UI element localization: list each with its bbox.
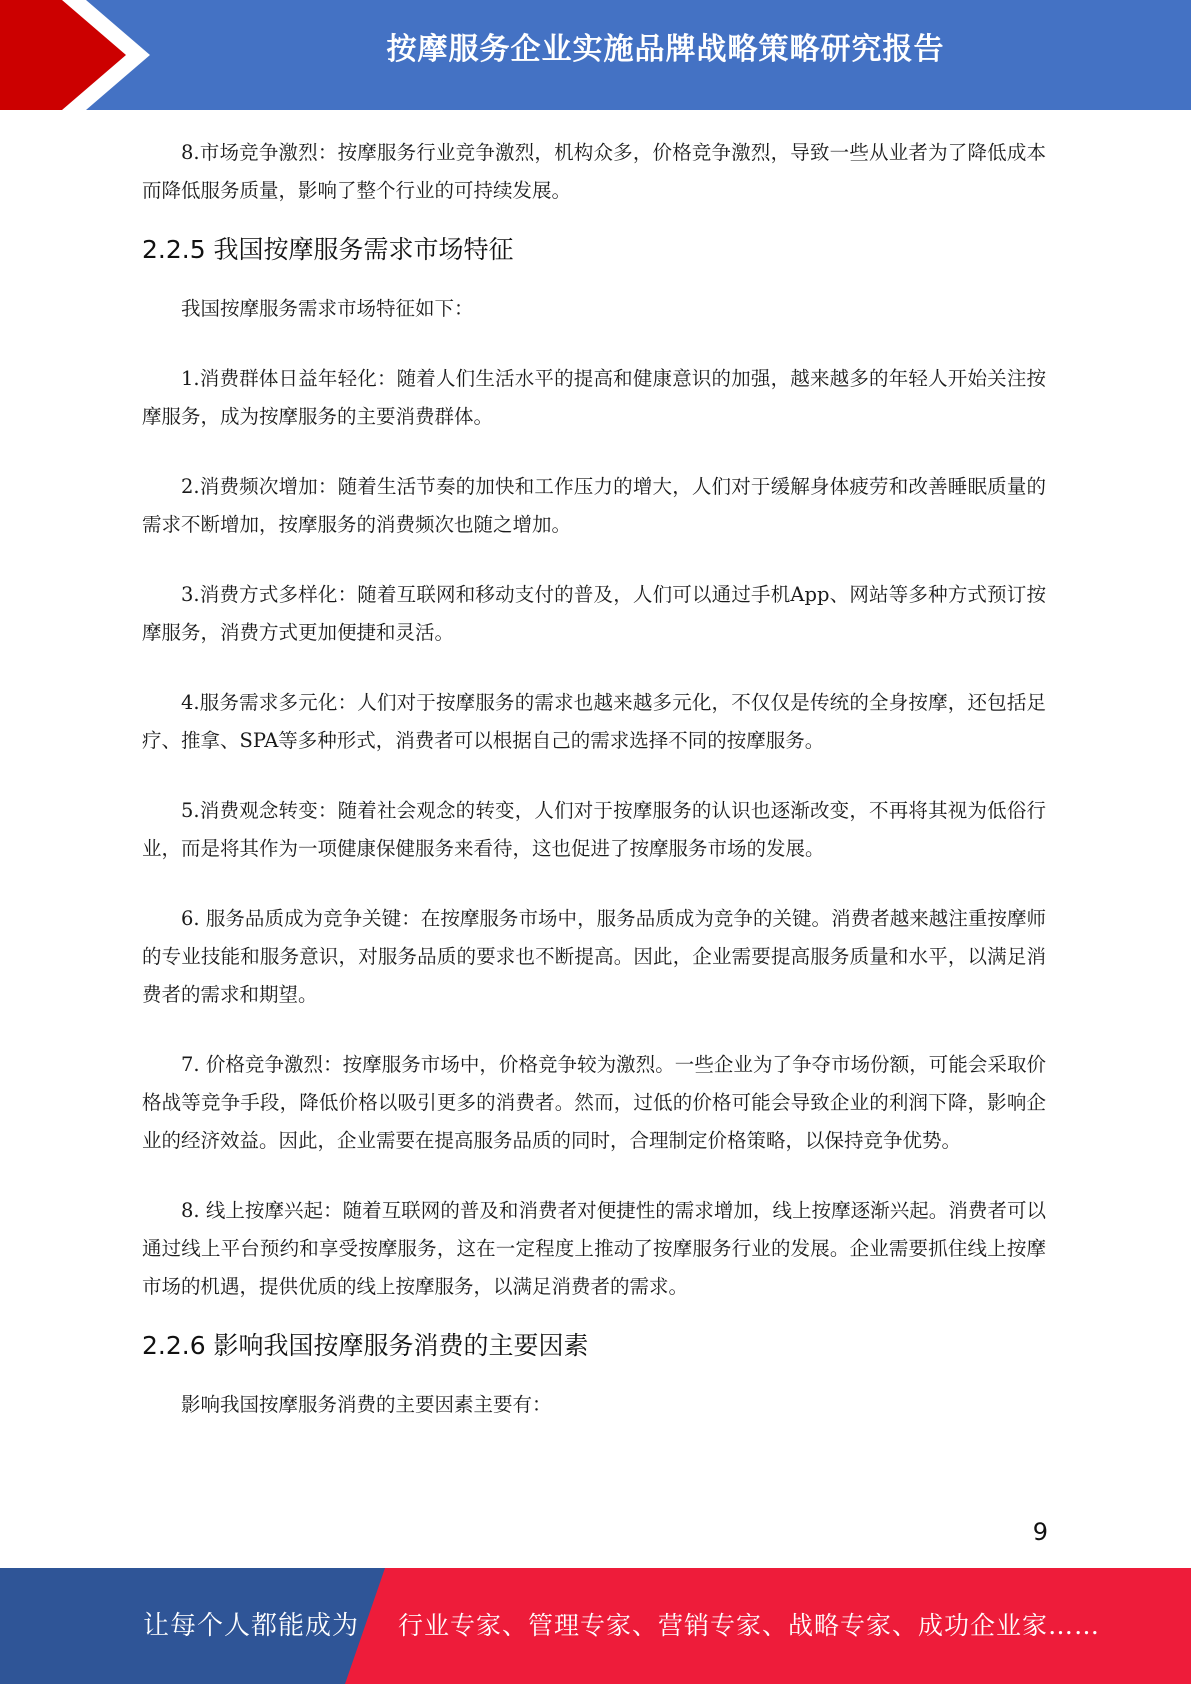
list-item: 3.消费方式多样化：随着互联网和移动支付的普及，人们可以通过手机App、网站等多种方式预订按摩服务，消费方式更加便捷和灵活。	[142, 583, 1046, 644]
section-lead-2-2-6: 影响我国按摩服务消费的主要因素主要有：	[181, 1393, 552, 1416]
list-item: 1.消费群体日益年轻化：随着人们生活水平的提高和健康意识的加强，越来越多的年轻人开始关注按摩服务，成为按摩服务的主要消费群体。	[142, 367, 1046, 428]
section-heading-2-2-6: 2.2.6 影响我国按摩服务消费的主要因素	[142, 1331, 589, 1360]
header-chevron-icon	[0, 0, 160, 110]
page-number: 9	[1032, 1518, 1048, 1546]
list-item: 5.消费观念转变：随着社会观念的转变，人们对于按摩服务的认识也逐渐改变，不再将其视为低俗行业，而是将其作为一项健康保健服务来看待，这也促进了按摩服务市场的发展。	[142, 799, 1046, 860]
list-item: 4.服务需求多元化：人们对于按摩服务的需求也越来越多元化，不仅仅是传统的全身按摩，还包括足疗、推拿、SPA等多种形式，消费者可以根据自己的需求选择不同的按摩服务。	[142, 691, 1046, 752]
list-item: 2.消费频次增加：随着生活节奏的加快和工作压力的增大，人们对于缓解身体疲劳和改善睡眠质量的需求不断增加，按摩服务的消费频次也随之增加。	[142, 475, 1046, 536]
list-item: 8. 线上按摩兴起：随着互联网的普及和消费者对便捷性的需求增加，线上按摩逐渐兴起。消费者可以通过线上平台预约和享受按摩服务，这在一定程度上推动了按摩服务行业的发展。企业需要抓住线上按摩市场的机遇，提供优质的线上按摩服务，以满足消费者的需求。	[142, 1199, 1046, 1298]
intro-paragraph: 8.市场竞争激烈：按摩服务行业竞争激烈，机构众多，价格竞争激烈，导致一些从业者为了降低成本而降低服务质量，影响了整个行业的可持续发展。	[142, 141, 1046, 202]
page-header	[0, 0, 1191, 110]
page-content	[142, 134, 1046, 1424]
list-item: 6. 服务品质成为竞争关键：在按摩服务市场中，服务品质成为竞争的关键。消费者越来越注重按摩师的专业技能和服务意识，对服务品质的要求也不断提高。因此，企业需要提高服务质量和水平，以满足消费者的需求和期望。	[142, 907, 1046, 1006]
section-lead-2-2-5: 我国按摩服务需求市场特征如下：	[181, 297, 474, 320]
report-title: 按摩服务企业实施品牌战略策略研究报告	[386, 32, 945, 67]
footer-slogan-right: 行业专家、管理专家、营销专家、战略专家、成功企业家……	[398, 1611, 1101, 1640]
list-item: 7. 价格竞争激烈：按摩服务市场中，价格竞争较为激烈。一些企业为了争夺市场份额，可能会采取价格战等竞争手段，降低价格以吸引更多的消费者。然而，过低的价格可能会导致企业的利润下降，影响企业的经济效益。因此，企业需要在提高服务品质的同时，合理制定价格策略，以保持竞争优势。	[142, 1053, 1046, 1152]
footer-slogan-left: 让每个人都能成为	[143, 1611, 360, 1641]
section-heading-2-2-5: 2.2.5 我国按摩服务需求市场特征	[142, 235, 514, 264]
page-footer	[0, 1568, 1191, 1684]
